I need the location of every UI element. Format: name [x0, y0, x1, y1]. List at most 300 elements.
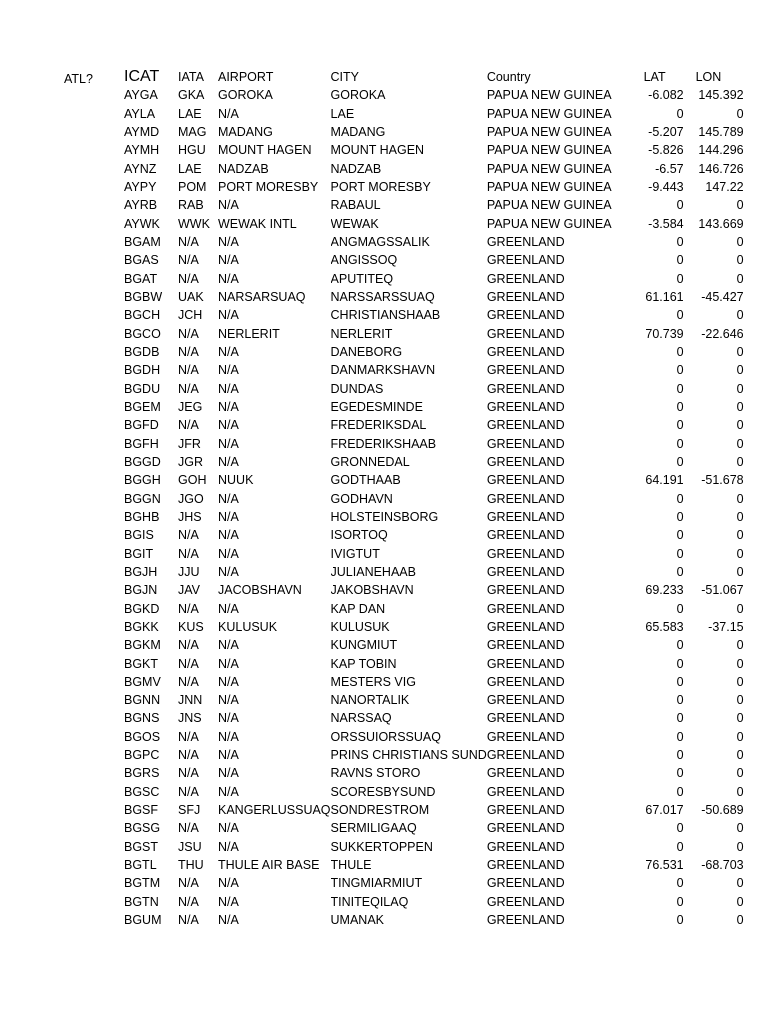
- cell-lon: 0: [736, 198, 744, 213]
- table-row: [124, 398, 744, 416]
- cell-icao: BGIT: [124, 546, 154, 561]
- cell-lon: 0: [736, 399, 744, 414]
- cell-lon: 145.392: [698, 88, 744, 103]
- cell-icao: AYRB: [124, 198, 158, 213]
- table-row: [124, 618, 744, 636]
- cell-iata: N/A: [178, 656, 199, 671]
- cell-iata: N/A: [178, 363, 199, 378]
- table-row: [124, 233, 744, 251]
- cell-city: FREDERIKSDAL: [330, 418, 427, 433]
- cell-lon: 0: [736, 564, 744, 579]
- cell-icao: BGDB: [124, 344, 160, 359]
- cell-iata: N/A: [178, 344, 199, 359]
- cell-icao: BGPC: [124, 748, 160, 763]
- cell-country: PAPUA NEW GUINEA: [486, 143, 612, 158]
- cell-lat: 0: [676, 913, 684, 928]
- cell-city: SCORESBYSUND: [330, 784, 436, 799]
- cell-airport: N/A: [218, 564, 239, 579]
- table-row: [124, 673, 744, 691]
- corner-label: ATL?: [64, 72, 93, 86]
- cell-country: GREENLAND: [486, 748, 565, 763]
- table-row: [124, 581, 744, 599]
- cell-airport: N/A: [218, 876, 239, 891]
- cell-country: GREENLAND: [486, 839, 565, 854]
- cell-city: JULIANEHAAB: [330, 564, 416, 579]
- cell-country: GREENLAND: [486, 454, 565, 469]
- cell-country: GREENLAND: [486, 674, 565, 689]
- cell-lat: 0: [676, 381, 684, 396]
- cell-city: ANGISSOQ: [330, 253, 398, 268]
- cell-airport: N/A: [218, 729, 239, 744]
- cell-lat: 0: [676, 546, 684, 561]
- cell-iata: N/A: [178, 766, 199, 781]
- cell-lat: 0: [676, 729, 684, 744]
- cell-lat: 0: [676, 399, 684, 414]
- cell-iata: N/A: [178, 601, 199, 616]
- header-lon: LON: [695, 70, 722, 84]
- cell-country: GREENLAND: [486, 473, 565, 488]
- cell-icao: AYMH: [124, 143, 160, 158]
- cell-airport: N/A: [218, 491, 239, 506]
- cell-airport: NUUK: [218, 473, 254, 488]
- table-row: [124, 490, 744, 508]
- cell-city: PRINS CHRISTIANS SUND: [330, 748, 487, 763]
- cell-iata: JCH: [178, 308, 203, 323]
- cell-airport: THULE AIR BASE: [218, 858, 320, 873]
- cell-country: GREENLAND: [486, 711, 565, 726]
- cell-city: PORT MORESBY: [330, 179, 431, 194]
- table-row: [124, 416, 744, 434]
- cell-lat: 0: [676, 198, 684, 213]
- cell-icao: BGSC: [124, 784, 160, 799]
- cell-icao: BGKK: [124, 619, 159, 634]
- table-row: [124, 435, 744, 453]
- cell-country: GREENLAND: [486, 308, 565, 323]
- cell-airport: N/A: [218, 399, 239, 414]
- cell-lon: 0: [736, 528, 744, 543]
- cell-iata: THU: [178, 858, 204, 873]
- cell-iata: JNS: [178, 711, 202, 726]
- cell-lon: 0: [736, 876, 744, 891]
- table-row: [124, 141, 744, 159]
- cell-airport: NERLERIT: [218, 326, 280, 341]
- cell-city: MADANG: [330, 124, 386, 139]
- table-row: [124, 270, 744, 288]
- cell-city: NARSSAQ: [330, 711, 392, 726]
- cell-icao: BGCO: [124, 326, 161, 341]
- cell-iata: JEG: [178, 399, 203, 414]
- header-city: CITY: [330, 70, 360, 84]
- table-row: [124, 600, 744, 618]
- table-row: [124, 819, 744, 837]
- cell-airport: N/A: [218, 674, 239, 689]
- cell-city: JAKOBSHAVN: [330, 583, 414, 598]
- cell-country: PAPUA NEW GUINEA: [486, 216, 612, 231]
- cell-lon: 0: [736, 491, 744, 506]
- cell-icao: BGGD: [124, 454, 161, 469]
- cell-city: DANMARKSHAVN: [330, 363, 436, 378]
- cell-airport: N/A: [218, 656, 239, 671]
- cell-iata: JNN: [178, 693, 203, 708]
- cell-icao: BGNN: [124, 693, 161, 708]
- cell-airport: KULUSUK: [218, 619, 278, 634]
- cell-icao: BGHB: [124, 509, 160, 524]
- table-row: [124, 251, 744, 269]
- cell-country: GREENLAND: [486, 528, 565, 543]
- cell-country: GREENLAND: [486, 418, 565, 433]
- cell-lat: 0: [676, 766, 684, 781]
- cell-lon: 0: [736, 748, 744, 763]
- cell-lon: -37.15: [708, 619, 744, 634]
- cell-icao: AYLA: [124, 106, 156, 121]
- header-icat: ICAT: [124, 68, 160, 85]
- table-row: [124, 508, 744, 526]
- cell-lat: -9.443: [648, 179, 684, 194]
- cell-lat: -5.207: [648, 124, 684, 139]
- cell-airport: NARSARSUAQ: [218, 289, 306, 304]
- cell-airport: N/A: [218, 693, 239, 708]
- cell-lat: 0: [676, 674, 684, 689]
- cell-lat: -6.082: [648, 88, 684, 103]
- cell-iata: JHS: [178, 509, 202, 524]
- cell-lat: 64.191: [645, 473, 684, 488]
- cell-lat: 65.583: [645, 619, 684, 634]
- cell-iata: N/A: [178, 271, 199, 286]
- cell-country: GREENLAND: [486, 564, 565, 579]
- cell-iata: JAV: [178, 583, 200, 598]
- header-lat: LAT: [643, 70, 666, 84]
- cell-lon: 0: [736, 234, 744, 249]
- cell-country: GREENLAND: [486, 693, 565, 708]
- cell-city: DUNDAS: [330, 381, 384, 396]
- cell-lon: 0: [736, 784, 744, 799]
- table-row: [124, 86, 744, 104]
- cell-iata: N/A: [178, 784, 199, 799]
- cell-city: FREDERIKSHAAB: [330, 436, 437, 451]
- cell-iata: N/A: [178, 748, 199, 763]
- cell-city: KULUSUK: [330, 619, 390, 634]
- cell-lon: 0: [736, 454, 744, 469]
- cell-iata: JGO: [178, 491, 204, 506]
- table-row: [124, 380, 744, 398]
- cell-country: PAPUA NEW GUINEA: [486, 124, 612, 139]
- cell-iata: N/A: [178, 913, 199, 928]
- cell-country: GREENLAND: [486, 583, 565, 598]
- cell-country: GREENLAND: [486, 894, 565, 909]
- cell-country: PAPUA NEW GUINEA: [486, 198, 612, 213]
- cell-airport: N/A: [218, 381, 239, 396]
- cell-airport: N/A: [218, 546, 239, 561]
- cell-airport: N/A: [218, 253, 239, 268]
- cell-iata: JJU: [178, 564, 200, 579]
- table-row: [124, 783, 744, 801]
- table-row: [124, 325, 744, 343]
- cell-icao: BGGH: [124, 473, 161, 488]
- cell-country: PAPUA NEW GUINEA: [486, 106, 612, 121]
- table-row: [124, 160, 744, 178]
- cell-country: GREENLAND: [486, 271, 565, 286]
- cell-lon: 0: [736, 546, 744, 561]
- cell-lon: 0: [736, 271, 744, 286]
- table-row: [124, 526, 744, 544]
- cell-lat: 0: [676, 656, 684, 671]
- cell-country: GREENLAND: [486, 491, 565, 506]
- cell-iata: GOH: [178, 473, 207, 488]
- cell-airport: MADANG: [218, 124, 273, 139]
- cell-lon: 0: [736, 638, 744, 653]
- cell-city: KAP DAN: [330, 601, 386, 616]
- cell-lat: 0: [676, 509, 684, 524]
- cell-icao: BGSG: [124, 821, 161, 836]
- cell-icao: BGST: [124, 839, 159, 854]
- cell-lat: 70.739: [645, 326, 684, 341]
- cell-iata: N/A: [178, 546, 199, 561]
- cell-country: GREENLAND: [486, 803, 565, 818]
- cell-lon: 0: [736, 711, 744, 726]
- cell-airport: N/A: [218, 711, 239, 726]
- cell-city: GOROKA: [330, 88, 386, 103]
- cell-icao: AYGA: [124, 88, 158, 103]
- cell-country: GREENLAND: [486, 876, 565, 891]
- cell-icao: BGJN: [124, 583, 158, 598]
- cell-iata: KUS: [178, 619, 204, 634]
- cell-lat: 0: [676, 876, 684, 891]
- cell-country: GREENLAND: [486, 381, 565, 396]
- cell-lon: 0: [736, 381, 744, 396]
- cell-lat: 0: [676, 454, 684, 469]
- cell-city: LAE: [330, 106, 355, 121]
- table-row: [124, 343, 744, 361]
- cell-icao: BGDU: [124, 381, 161, 396]
- cell-lon: 0: [736, 894, 744, 909]
- cell-country: GREENLAND: [486, 821, 565, 836]
- cell-city: TINITEQILAQ: [330, 894, 409, 909]
- cell-country: PAPUA NEW GUINEA: [486, 88, 612, 103]
- cell-lon: 0: [736, 821, 744, 836]
- cell-airport: N/A: [218, 271, 239, 286]
- cell-iata: WWK: [178, 216, 210, 231]
- table-row: [124, 838, 744, 856]
- cell-iata: N/A: [178, 638, 199, 653]
- cell-city: KUNGMIUT: [330, 638, 398, 653]
- cell-city: RAVNS STORO: [330, 766, 421, 781]
- cell-lat: -3.584: [648, 216, 684, 231]
- cell-iata: N/A: [178, 729, 199, 744]
- table-row: [124, 709, 744, 727]
- cell-lat: 0: [676, 363, 684, 378]
- cell-city: RABAUL: [330, 198, 381, 213]
- cell-iata: SFJ: [178, 803, 201, 818]
- cell-icao: AYWK: [124, 216, 160, 231]
- table-row: [124, 636, 744, 654]
- cell-country: GREENLAND: [486, 766, 565, 781]
- cell-lat: 0: [676, 418, 684, 433]
- cell-iata: N/A: [178, 528, 199, 543]
- cell-city: NADZAB: [330, 161, 382, 176]
- cell-city: MESTERS VIG: [330, 674, 416, 689]
- cell-icao: BGGN: [124, 491, 161, 506]
- cell-airport: N/A: [218, 363, 239, 378]
- cell-icao: BGTM: [124, 876, 161, 891]
- cell-iata: JGR: [178, 454, 203, 469]
- cell-city: GRONNEDAL: [330, 454, 410, 469]
- cell-iata: JSU: [178, 839, 202, 854]
- cell-icao: AYMD: [124, 124, 160, 139]
- cell-lon: 0: [736, 729, 744, 744]
- cell-iata: N/A: [178, 234, 199, 249]
- cell-city: WEWAK: [330, 216, 379, 231]
- cell-icao: BGSF: [124, 803, 159, 818]
- table-row: [124, 453, 744, 471]
- cell-lat: 0: [676, 894, 684, 909]
- cell-lon: 143.669: [698, 216, 744, 231]
- cell-iata: N/A: [178, 326, 199, 341]
- header-iata: IATA: [178, 70, 204, 84]
- table-row: [124, 471, 744, 489]
- cell-country: GREENLAND: [486, 656, 565, 671]
- table-row: [124, 215, 744, 233]
- cell-city: KAP TOBIN: [330, 656, 397, 671]
- cell-lat: 76.531: [645, 858, 684, 873]
- cell-city: NARSSARSSUAQ: [330, 289, 435, 304]
- cell-icao: BGAT: [124, 271, 158, 286]
- cell-airport: N/A: [218, 528, 239, 543]
- cell-lon: -68.703: [701, 858, 744, 873]
- cell-lat: 0: [676, 839, 684, 854]
- cell-country: PAPUA NEW GUINEA: [486, 179, 612, 194]
- cell-icao: BGUM: [124, 913, 162, 928]
- cell-city: SUKKERTOPPEN: [330, 839, 433, 854]
- cell-iata: N/A: [178, 894, 199, 909]
- table-row: [124, 874, 744, 892]
- cell-country: GREENLAND: [486, 436, 565, 451]
- cell-country: GREENLAND: [486, 344, 565, 359]
- airport-table: [124, 68, 744, 929]
- cell-lon: 147.22: [705, 179, 744, 194]
- cell-airport: MOUNT HAGEN: [218, 143, 312, 158]
- cell-city: SONDRESTROM: [330, 803, 430, 818]
- cell-city: THULE: [330, 858, 372, 873]
- cell-lat: 0: [676, 491, 684, 506]
- cell-lon: 0: [736, 436, 744, 451]
- cell-airport: N/A: [218, 913, 239, 928]
- header-country: Country: [486, 70, 531, 84]
- cell-lat: 0: [676, 748, 684, 763]
- cell-lon: 0: [736, 674, 744, 689]
- cell-icao: BGCH: [124, 308, 161, 323]
- cell-iata: N/A: [178, 876, 199, 891]
- cell-city: GODTHAAB: [330, 473, 401, 488]
- cell-city: NERLERIT: [330, 326, 393, 341]
- table-row: [124, 545, 744, 563]
- cell-lat: 0: [676, 564, 684, 579]
- cell-city: CHRISTIANSHAAB: [330, 308, 441, 323]
- cell-lon: -50.689: [701, 803, 744, 818]
- cell-airport: N/A: [218, 766, 239, 781]
- cell-airport: N/A: [218, 308, 239, 323]
- cell-lon: 0: [736, 766, 744, 781]
- cell-icao: BGIS: [124, 528, 154, 543]
- cell-country: GREENLAND: [486, 913, 565, 928]
- cell-iata: LAE: [178, 161, 202, 176]
- cell-airport: N/A: [218, 436, 239, 451]
- cell-lat: 0: [676, 234, 684, 249]
- cell-icao: BGTL: [124, 858, 157, 873]
- cell-airport: N/A: [218, 454, 239, 469]
- table-row: [124, 196, 744, 214]
- cell-lat: 0: [676, 693, 684, 708]
- cell-lat: 0: [676, 784, 684, 799]
- cell-icao: BGBW: [124, 289, 163, 304]
- cell-lat: 0: [676, 271, 684, 286]
- cell-icao: AYNZ: [124, 161, 157, 176]
- cell-lon: 0: [736, 363, 744, 378]
- cell-icao: BGKD: [124, 601, 160, 616]
- cell-airport: N/A: [218, 509, 239, 524]
- cell-country: GREENLAND: [486, 289, 565, 304]
- cell-airport: N/A: [218, 106, 239, 121]
- cell-icao: BGMV: [124, 674, 161, 689]
- cell-lat: 69.233: [645, 583, 684, 598]
- cell-airport: N/A: [218, 839, 239, 854]
- cell-lon: 0: [736, 693, 744, 708]
- cell-lon: -22.646: [701, 326, 744, 341]
- cell-city: ANGMAGSSALIK: [330, 234, 430, 249]
- cell-lon: 0: [736, 308, 744, 323]
- cell-iata: N/A: [178, 381, 199, 396]
- table-body: [124, 86, 744, 929]
- cell-lon: 144.296: [698, 143, 744, 158]
- cell-lon: 0: [736, 913, 744, 928]
- cell-icao: BGDH: [124, 363, 161, 378]
- cell-iata: N/A: [178, 821, 199, 836]
- cell-country: PAPUA NEW GUINEA: [486, 161, 612, 176]
- cell-airport: N/A: [218, 344, 239, 359]
- cell-city: APUTITEQ: [330, 271, 394, 286]
- cell-country: GREENLAND: [486, 729, 565, 744]
- cell-icao: BGNS: [124, 711, 160, 726]
- cell-country: GREENLAND: [486, 601, 565, 616]
- cell-country: GREENLAND: [486, 784, 565, 799]
- cell-airport: N/A: [218, 418, 239, 433]
- cell-lat: 0: [676, 106, 684, 121]
- cell-icao: BGOS: [124, 729, 161, 744]
- cell-lon: 0: [736, 253, 744, 268]
- cell-city: SERMILIGAAQ: [330, 821, 417, 836]
- table-row: [124, 911, 744, 929]
- cell-lon: 146.726: [698, 161, 744, 176]
- cell-country: GREENLAND: [486, 399, 565, 414]
- cell-icao: BGFD: [124, 418, 159, 433]
- cell-airport: N/A: [218, 198, 239, 213]
- cell-iata: N/A: [178, 418, 199, 433]
- cell-lon: 0: [736, 418, 744, 433]
- cell-city: IVIGTUT: [330, 546, 380, 561]
- table-row: [124, 105, 744, 123]
- cell-icao: BGFH: [124, 436, 159, 451]
- table-row: [124, 728, 744, 746]
- cell-lat: 0: [676, 436, 684, 451]
- header-row: [124, 68, 744, 86]
- cell-lon: 0: [736, 601, 744, 616]
- cell-lat: 0: [676, 253, 684, 268]
- table-row: [124, 856, 744, 874]
- cell-lat: 0: [676, 308, 684, 323]
- cell-iata: GKA: [178, 88, 205, 103]
- cell-iata: N/A: [178, 253, 199, 268]
- cell-iata: LAE: [178, 106, 202, 121]
- cell-country: GREENLAND: [486, 619, 565, 634]
